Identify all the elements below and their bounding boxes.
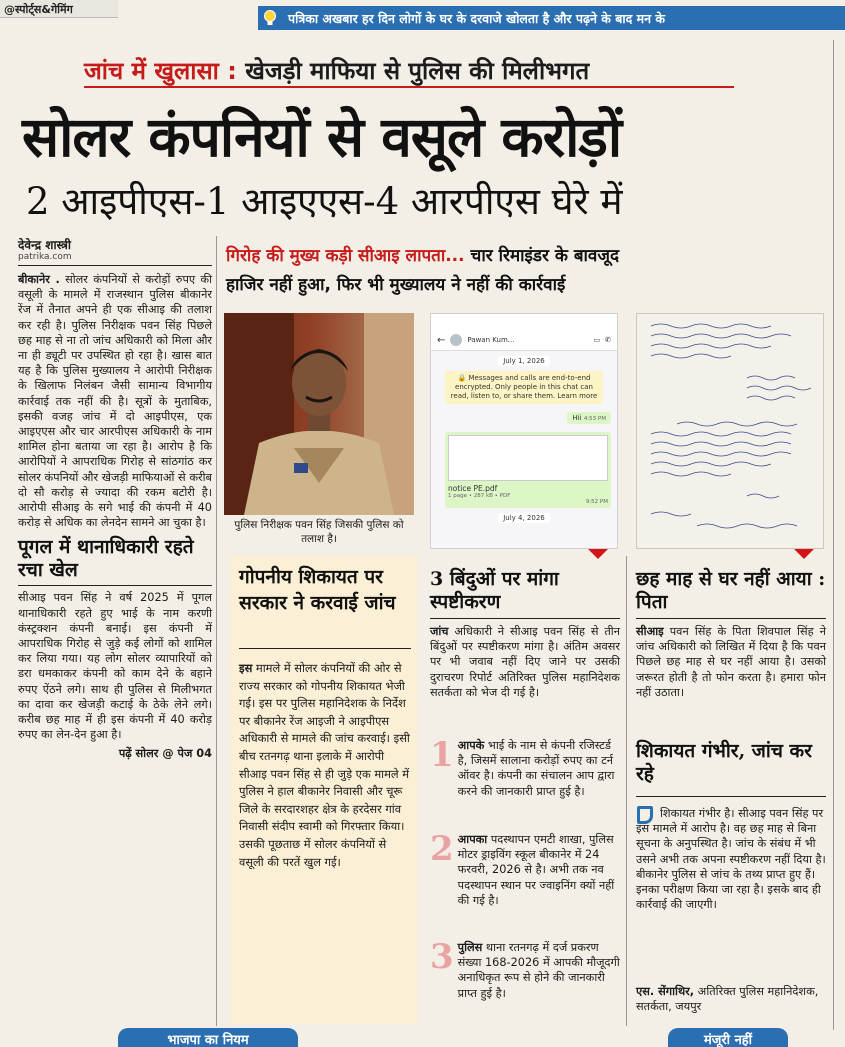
col1-lead-paragraph	[18, 272, 212, 530]
col1-heading-rule	[18, 585, 212, 586]
col2-lead: इस	[239, 661, 253, 675]
col3-paragraph	[430, 624, 620, 700]
column-divider	[216, 236, 217, 1026]
adgp-title: अतिरिक्त पुलिस महानिदेशक, सतर्कता, जयपुर	[636, 985, 819, 1014]
col3-lead: जांच	[430, 625, 449, 638]
subhead2-line2: हाजिर नहीं हुआ, फिर भी मुख्यालय ने नहीं की कार्रवाई	[226, 275, 566, 295]
col4-heading-2: शिकायत गंभीर, जांच कर रहे	[636, 740, 812, 785]
lightbulb-icon	[262, 9, 278, 27]
contact-name: Pawan Kum...	[467, 336, 515, 344]
byline-site: patrika.com	[18, 252, 72, 262]
point-3-body: थाना रतनगढ़ में दर्ज प्रकरण संख्या 168-2026 में आपकी मौजूदगी अनाधिकृत रूप से होने की जानकारी प्राप्त हुई है।	[457, 941, 620, 1000]
tagline-banner: पत्रिका अखबार हर दिन लोगों के घर के दरवाजे खोलता है और पढ़ने के बाद मन के	[258, 6, 845, 30]
col2-text: मामले में सोलर कंपनियों की ओर से राज्य सरकार को गोपनीय शिकायत भेजी गई। इस पर पुलिस महानिदेशक के निर्देश पर बीकानेर रेंज आइजी ने आइपीएस अधिकारी से मामले की जांच करवाई। इसी बीच रतनगढ़ थाना इलाके में आरोपी सीआइ पवन सिंह से ही जुड़े एक मामले में पुलिस ने हाल बीकानेर निवासी और चूरू जिले के सरदारशहर क्षेत्र के हरदेसर गांव निवासी संदीप स्वामी को गिरफ्तार किया। उसकी पूछताछ में सोलर कंपनियों से वसूली की परतें खुल गई।	[239, 661, 410, 869]
col4-paragraph	[636, 624, 826, 700]
col3-heading-rule	[430, 618, 620, 619]
kicker	[84, 54, 589, 87]
adgp-attribution	[636, 984, 826, 1014]
video-icon: ▭	[593, 336, 601, 344]
col3-text: अधिकारी ने सीआइ पवन सिंह से तीन बिंदुओं पर स्पष्टीकरण मांगा है। अंतिम अवसर पर भी जवाब नहीं दिए जाने पर उसकी दुराचरण रिपोर्ट अतिरिक्त पुलिस महानिदेशक सतर्कता को भेज दी गई है।	[430, 625, 620, 699]
col4-text: पवन सिंह के पिता शिवपाल सिंह ने जांच अधिकारी को लिखित में दिया है कि पवन पिछले छह माह से घर नहीं आया है। उसको जरूरत होती है तो फोन करता है। हमारा फोन नहीं उठाता।	[636, 625, 826, 699]
chat-date-1: July 1, 2026	[498, 356, 550, 366]
section-tag: @स्पोर्ट्स&गेमिंग	[0, 0, 118, 18]
point-2	[430, 829, 620, 908]
point-1-body: भाई के नाम से कंपनी रजिस्टर्ड है, जिसमें सालाना करोड़ों रुपए का टर्न ऑवर है। कंपनी का संचालन आप द्वारा करने की जानकारी प्राप्त हुई है।	[457, 739, 615, 798]
col2-paragraph	[239, 660, 411, 871]
byline-rule	[18, 265, 212, 266]
byline-name: देवेन्द्र शास्त्री	[18, 238, 71, 252]
col4-heading-2-rule	[636, 796, 826, 797]
point-1-number: 1	[430, 735, 454, 775]
point-2-body: पदस्थापन एमटी शाखा, पुलिस मोटर ड्राइविंग स्कूल बीकानेर में 24 फरवरी, 2026 से है। अभी तक नव पदस्थापन स्थान पर ज्वाइनिंग क्यों नहीं की गई है।	[457, 833, 615, 907]
handwriting-scribble-icon	[637, 314, 824, 549]
phone-pointer	[588, 549, 608, 559]
subhead2-red: गिरोह की मुख्य कड़ी सीआइ लापता...	[226, 246, 471, 266]
col1-dateline: बीकानेर .	[18, 273, 60, 286]
point-2-text	[458, 832, 620, 908]
subhead2-black: चार रिमाइंडर के बावजूद	[470, 246, 620, 266]
col2-heading-rule	[239, 648, 411, 649]
continue-link[interactable]: पढ़ें सोलर @ पेज 04	[118, 747, 212, 761]
col1-paragraph-2: सीआइ पवन सिंह ने वर्ष 2025 में पूगल थानाधिकारी रहते हुए भाई के नाम करणी कंस्ट्रक्शन कंपनी बनाई। इस कंपनी में आपराधिक गिरोह से जुड़े कई लोगों को शामिल कर लिया गया। यह लोग सोलर व्यापारियों को डरा धमकाकर कंपनी को काम देने के बहाने रुपए ऐंठने लगे। साथ ही पुलिस से मिलीभगत का दावा कर खेजड़ी कटाई के ठेके लेने लगे। करीब छह माह में ही इस कंपनी में 40 करोड़ रुपए का लेन-देन हुआ है।	[18, 591, 212, 742]
pdf-preview	[448, 435, 608, 481]
col3-divider	[626, 556, 627, 1026]
adgp-quote: शिकायत गंभीर है। सीआइ पवन सिंह पर इस मामले में आरोप है। वह छह माह से बिना सूचना के अनुपस्थित है। जांच के संबंध में भी उसने अभी तक अपना स्पष्टीकरण नहीं दिया है। बीकानेर पुलिस से जांच के तथ्य प्राप्त हुए हैं। इनका परीक्षण किया जा रहा है। इसके बाद ही कार्रवाई की जाएगी।	[636, 807, 826, 912]
point-3	[430, 937, 620, 1001]
photo-caption: पुलिस निरीक्षक पवन सिंह जिसकी पुलिस को तलाश है।	[234, 519, 404, 545]
contact-avatar	[450, 334, 462, 346]
point-1-lead: आपके	[457, 739, 485, 752]
pdf-file-name: notice PE.pdf	[448, 484, 498, 493]
point-3-text	[458, 940, 620, 1001]
kicker-underline	[84, 86, 734, 88]
bottom-teaser-left: भाजपा का नियम	[118, 1028, 298, 1047]
point-1	[430, 735, 620, 799]
encryption-notice: 🔒 Messages and calls are end-to-end encrypted. Only people in this chat can read, listen to, or share them. Learn more	[445, 371, 603, 404]
chat-date-2: July 4, 2026	[498, 513, 550, 523]
col1-lead-text: सोलर कंपनियों से करोड़ों रुपए की वसूली के मामले में राजस्थान पुलिस बीकानेर रेंज में तैनात अपने ही एक सीआइ की तलाश कर रही है। पुलिस निरीक्षक पवन सिंह पिछले छह माह से ना तो जांच अधिकारी को मिला और ना ही ड्यूटी पर उपस्थित हो रहा है। खास बात यह है कि पुलिस मुख्यालय ने आरोपी निरीक्षक के खिलाफ निलंबन जैसी सामान्य विभागीय कार्रवाई तक नहीं की है। सूत्रों के मुताबिक, इसकी वजह जांच में दो आइपीएस, एक आइएएस और चार आरपीएस अधिकारी के नाम शामिल होना बताया जा रहा है। आरोप है कि आरोपियों ने आपराधिक गिरोह से सांठगांठ कर सोलर कंपनियों और खेजड़ी माफियाओं से करीब दो सौ करोड़ से ज्यादा की रकम बटोरी है। आरोपी सीआइ के सगे भाई की कंपनी में 40 करोड़ से अधिक का लेनदेन सामने आ चुका है।	[18, 273, 212, 530]
col4-lead: सीआइ	[636, 625, 664, 638]
message-time-2: 9:52 PM	[585, 499, 608, 505]
message-hi: Hii	[572, 414, 582, 422]
column-1	[18, 272, 212, 762]
point-1-text	[458, 738, 620, 799]
col2-heading: गोपनीय शिकायत पर सरकार ने करवाई जांच	[239, 566, 396, 614]
message-time-1: 4:53 PM	[583, 416, 606, 422]
adgp-name: एस. सेंगाथिर,	[636, 985, 695, 998]
back-arrow-icon: ←	[437, 334, 446, 346]
kicker-red: जांच में खुलासा :	[84, 57, 237, 85]
handwritten-letter-image	[636, 313, 824, 549]
col3-heading: 3 बिंदुओं पर मांगा स्पष्टीकरण	[430, 568, 559, 613]
pdf-file-meta: 1 page • 287 kB • PDF	[448, 493, 511, 499]
col1-heading: पूगल में थानाधिकारी रहते रचा खेल	[18, 536, 194, 582]
kicker-black: खेजड़ी माफिया से पुलिस की मिलीभगत	[236, 57, 590, 85]
whatsapp-screenshot	[430, 313, 618, 549]
adjacent-article-edge	[833, 40, 845, 1030]
subhead2-line1	[226, 243, 619, 266]
subhead: 2 आइपीएस-1 आइएएस-4 आरपीएस घेरे में	[26, 180, 623, 223]
letter-pointer	[794, 549, 814, 559]
col4-heading: छह माह से घर नहीं आया : पिता	[636, 568, 826, 613]
point-2-lead: आपका	[457, 833, 488, 846]
point-3-number: 3	[430, 937, 454, 977]
point-3-lead: पुलिस	[457, 941, 483, 954]
officer-portrait-icon	[224, 313, 414, 515]
col4-heading-rule	[636, 618, 826, 619]
officer-photo	[224, 313, 414, 515]
headline: सोलर कंपनियों से वसूले करोड़ों	[22, 104, 622, 169]
point-2-number: 2	[430, 829, 454, 869]
bottom-teaser-right: मंजूरी नहीं	[668, 1028, 788, 1047]
call-icon: ✆	[605, 336, 611, 344]
